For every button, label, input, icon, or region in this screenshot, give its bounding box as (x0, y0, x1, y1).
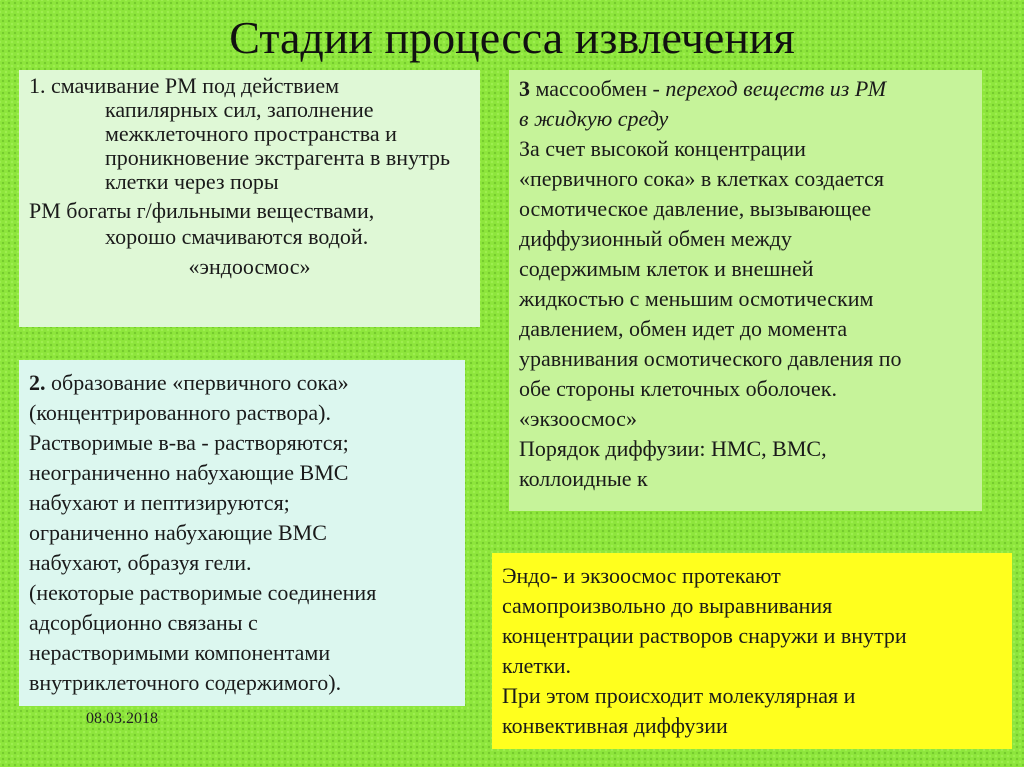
stage-3-line-11: коллоидные к (519, 466, 648, 491)
summary-line-2: концентрации растворов снаружи и внутри (502, 623, 907, 648)
stage-3-line-8: обе стороны клеточных оболочек. (519, 376, 837, 401)
stage-2-line-3: неограниченно набухающие ВМС (29, 460, 349, 485)
stage-2-line-0: образование «первичного сока» (45, 370, 349, 395)
stage-2-line-9: нерастворимыми компонентами (29, 640, 331, 665)
stage-2-line-2: Растворимые в-ва - растворяются; (29, 430, 349, 455)
stage-3-italic-2: в жидкую среду (519, 106, 669, 131)
stage-2-line-1: (концентрированного раствора). (29, 400, 331, 425)
stage-3-line-1: «первичного сока» в клетках создается (519, 166, 884, 191)
summary-line-0: Эндо- и экзоосмос протекают (502, 563, 781, 588)
stage-1-text (29, 74, 470, 194)
stage-2-line-6: набухают, образуя гели. (29, 550, 252, 575)
summary-line-5: конвективная диффузии (502, 713, 728, 738)
stage-3-italic-1: переход веществ из РМ (665, 76, 887, 101)
stage-2-line-4: набухают и пептизируются; (29, 490, 290, 515)
stage-1-line-b: капилярных сил, заполнение межклеточного пространства и проникновение экстрагента в внутрь клетки через поры (105, 97, 450, 194)
summary-line-1: самопроизвольно до выравнивания (502, 593, 833, 618)
summary-line-3: клетки. (502, 653, 572, 678)
stage-3-line-4: содержимым клеток и внешней (519, 256, 814, 281)
stage-2-number: 2. (29, 370, 46, 395)
stage-3-box (509, 70, 982, 511)
stage-1-note (29, 198, 470, 250)
stage-3-line-6: давлением, обмен идет до момента (519, 316, 848, 341)
endoosmos-label: «эндоосмос» (188, 254, 311, 279)
stage-2-line-7: (некоторые растворимые соединения (29, 580, 377, 605)
summary-box (492, 553, 1012, 749)
stage-3-number: 3 (519, 76, 530, 101)
stage-3-lead: массообмен - (530, 76, 666, 101)
stage-2-line-8: адсорбционно связаны с (29, 610, 258, 635)
stage-3-line-0: За счет высокой концентрации (519, 136, 806, 161)
summary-line-4: При этом происходит молекулярная и (502, 683, 856, 708)
footer-date: 08.03.2018 (86, 710, 158, 727)
stage-1-box (19, 70, 480, 327)
stage-2-box (19, 360, 465, 706)
stage-1-note-a: РМ богаты г/фильными веществами, (29, 198, 375, 223)
stage-3-line-3: диффузионный обмен между (519, 226, 792, 251)
stage-2-line (29, 368, 455, 398)
stage-2-line-10: внутриклеточного содержимого). (29, 670, 342, 695)
stage-3-line-10: Порядок диффузии: НМС, ВМС, (519, 436, 827, 461)
stage-3-line-7: уравнивания осмотического давления по (519, 346, 902, 371)
stage-3-line-2: осмотическое давление, вызывающее (519, 196, 872, 221)
exoosmos-label: «экзоосмос» (519, 406, 637, 431)
slide-title: Стадии процесса извлечения (229, 12, 795, 63)
stage-3-line-5: жидкостью с меньшим осмотическим (519, 286, 874, 311)
stage-1-note-b: хорошо смачиваются водой. (105, 224, 369, 249)
stage-1-line-a: 1. смачивание РМ под действием (29, 73, 340, 98)
stage-2-line-5: ограниченно набухающие ВМС (29, 520, 327, 545)
stage-3-heading (519, 74, 972, 104)
